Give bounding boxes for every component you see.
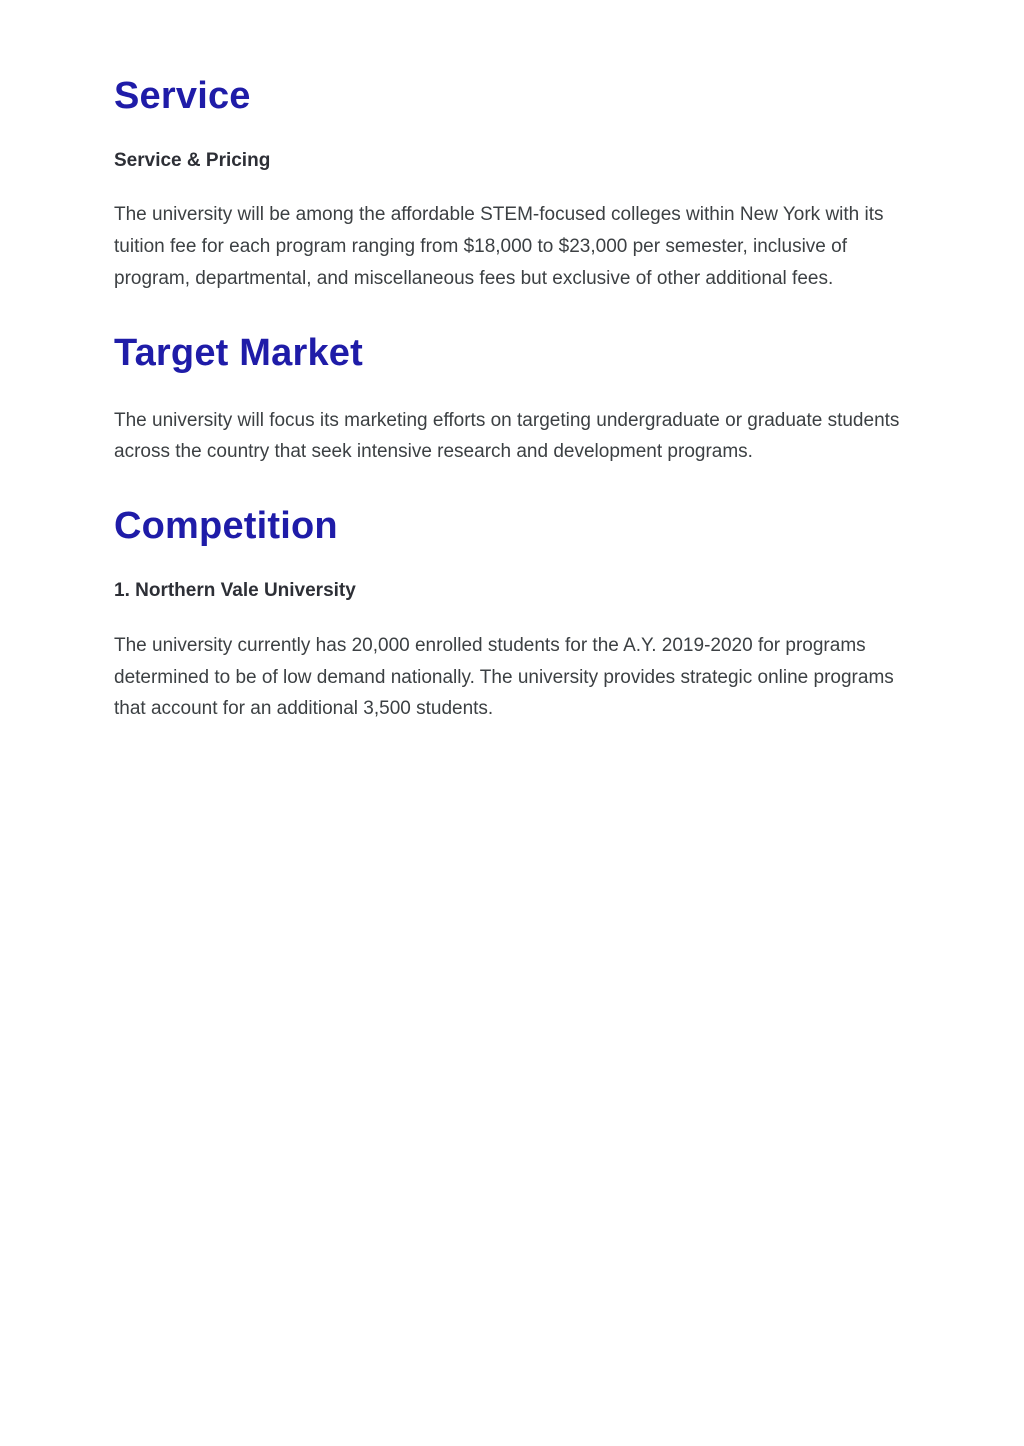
section-subheading-northern-vale-university: 1. Northern Vale University	[114, 579, 356, 601]
section-paragraph-service: The university will be among the affordable STEM-focused colleges within New York with its tuition fee for each program ranging from $18,000 to $23,000 per semester, inclusive of program, departmental, and miscellaneous fees but exclusive of other additional fees.	[114, 204, 884, 290]
section-subheading-service-pricing: Service & Pricing	[114, 149, 271, 171]
section-service	[114, 74, 910, 295]
section-heading-target-market: Target Market	[114, 331, 363, 374]
section-paragraph-competition: The university currently has 20,000 enrolled students for the A.Y. 2019-2020 for programs determined to be of low demand nationally. The university provides strategic online programs that account for an additional 3,500 students.	[114, 634, 894, 720]
section-heading-competition: Competition	[114, 505, 338, 548]
section-heading-service: Service	[114, 75, 251, 117]
section-paragraph-target-market: The university will focus its marketing efforts on targeting undergraduate or graduate students across the country that seek intensive research and development programs.	[114, 409, 900, 463]
section-competition	[114, 504, 910, 725]
section-target-market	[114, 331, 910, 468]
